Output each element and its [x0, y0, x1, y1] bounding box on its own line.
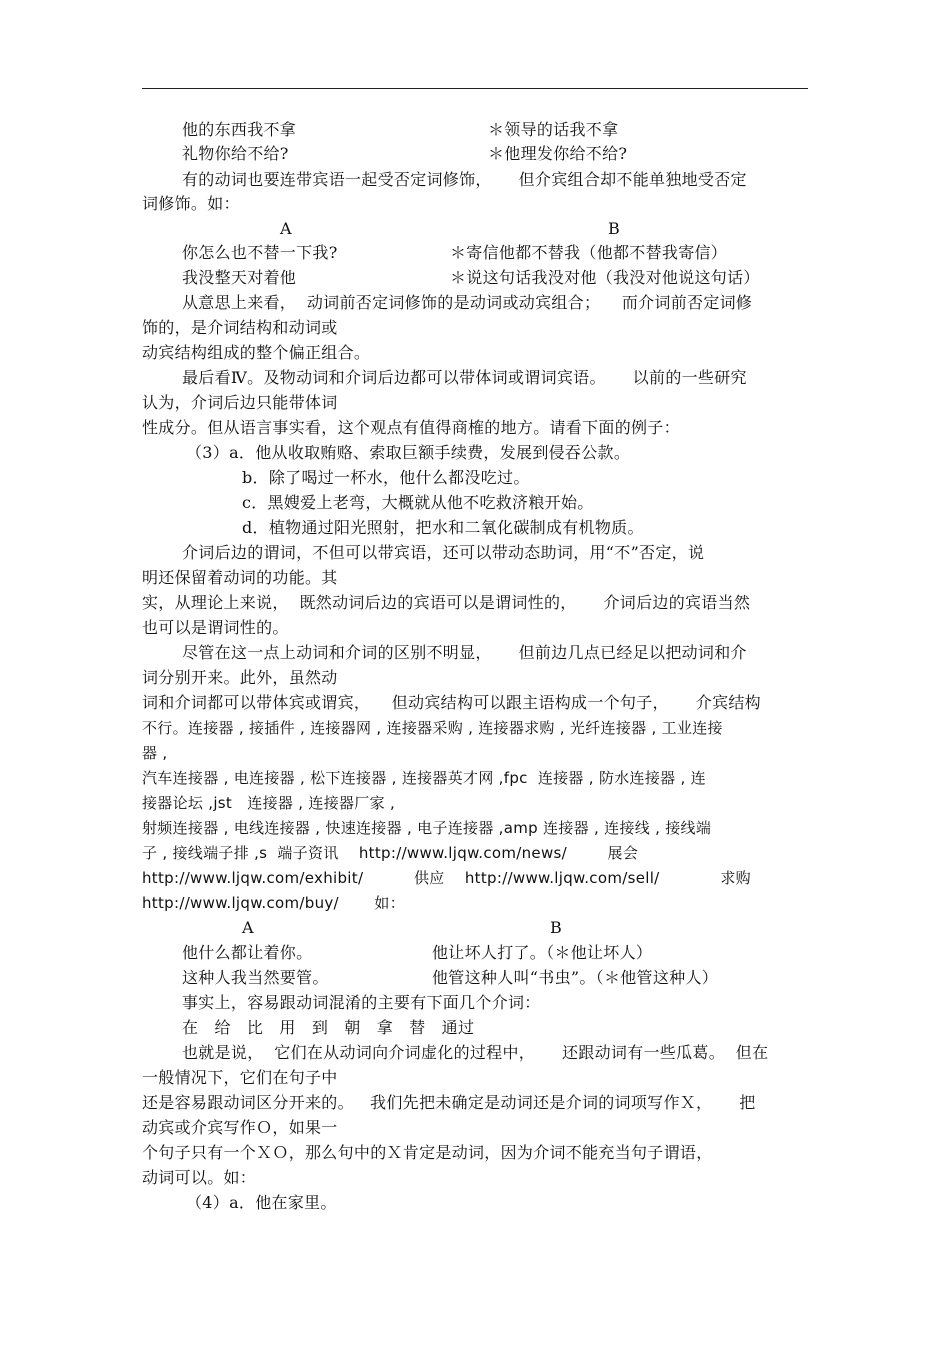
example-item: （3）a．他从收取贿赂、索取巨额手续费，发展到侵吞公款。 — [186, 443, 631, 462]
column-header-a: A — [242, 918, 254, 937]
paragraph-line: 尽管在这一点上动词和介词的区别不明显， 但前边几点已经足以把动词和介 — [182, 643, 747, 662]
paragraph-line: 一般情况下，它们在句子中 — [142, 1068, 338, 1087]
keyword-line: 接器论坛 ,jst 连接器 , 连接器厂家 , — [142, 794, 396, 812]
example-a1: 你怎么也不替一下我? — [182, 243, 338, 262]
example-a1: 他的东西我不拿 — [182, 120, 297, 139]
example-b2: ＊他理发你给不给? — [488, 144, 628, 163]
example-a2: 这种人我当然要管。 — [182, 968, 329, 987]
paragraph-line: 词分别开来。此外，虽然动 — [142, 668, 338, 687]
paragraph-line: 动词可以。如： — [142, 1168, 257, 1187]
link-line[interactable]: http://www.ljqw.com/exhibit/ 供应 http://www.ljqw.com/sell/ 求购 — [142, 869, 751, 887]
paragraph-line: 最后看Ⅳ。及物动词和介词后边都可以带体词或谓词宾语。 以前的一些研究 — [182, 368, 747, 387]
example-item: b．除了喝过一杯水，他什么都没吃过。 — [242, 468, 530, 487]
example-b2: 他管这种人叫“书虫”。（＊他管这种人） — [432, 968, 719, 987]
example-b2: ＊说这句话我没对他（我没对他说这句话） — [450, 268, 760, 287]
paragraph-line: 还是容易跟动词区分开来的。 我们先把未确定是动词还是介词的词项写作Ｘ， 把 — [142, 1093, 756, 1112]
keyword-line: 射频连接器 , 电线连接器 , 快速连接器 , 电子连接器 ,amp 连接器 , 连接线 , 接线端 — [142, 819, 712, 837]
paragraph-line: 事实上，容易跟动词混淆的主要有下面几个介词： — [182, 993, 541, 1012]
example-a2: 我没整天对着他 — [182, 268, 297, 287]
paragraph-line: 性成分。但从语言事实看，这个观点有值得商榷的地方。请看下面的例子： — [142, 418, 680, 437]
keyword-line: 器 , — [142, 744, 168, 762]
keyword-line: 不行。连接器 , 接插件 , 连接器网 , 连接器采购 , 连接器求购 , 光纤连接器 , 工业连接 — [142, 719, 723, 737]
paragraph-line: 实，从理论上来说， 既然动词后边的宾语可以是谓词性的， 介词后边的宾语当然 — [142, 593, 751, 612]
example-b1: ＊寄信他都不替我（他都不替我寄信） — [450, 243, 728, 262]
paragraph-line: 动宾结构组成的整个偏正组合。 — [142, 343, 371, 362]
example-b1: 他让坏人打了。（＊他让坏人） — [432, 943, 653, 962]
example-b1: ＊领导的话我不拿 — [488, 120, 619, 139]
paragraph-line: 有的动词也要连带宾语一起受否定词修饰， 但介宾组合却不能单独地受否定 — [182, 170, 747, 189]
keyword-line: 汽车连接器 , 电连接器 , 松下连接器 , 连接器英才网 ,fpc 连接器 , 防水连接器 , 连 — [142, 769, 706, 787]
paragraph-line: 词和介词都可以带体宾或谓宾， 但动宾结构可以跟主语构成一个句子， 介宾结构 — [142, 693, 761, 712]
paragraph-line: 饰的，是介词结构和动词或 — [142, 318, 338, 337]
example-a1: 他什么都让着你。 — [182, 943, 313, 962]
preposition-list: 在 给 比 用 到 朝 拿 替 通过 — [182, 1018, 475, 1037]
paragraph-line: 动宾或介宾写作Ｏ，如果一 — [142, 1118, 338, 1137]
example-item: c．黑嫂爱上老弯，大概就从他不吃救济粮开始。 — [242, 493, 594, 512]
paragraph-line: 词修饰。如： — [142, 194, 240, 213]
paragraph-line: 从意思上来看， 动词前否定词修饰的是动词或动宾组合； 而介词前否定词修 — [182, 293, 753, 312]
example-item: （4）a．他在家里。 — [186, 1193, 337, 1212]
column-header-a: A — [280, 219, 292, 238]
link-line[interactable]: http://www.ljqw.com/buy/ 如： — [142, 894, 405, 912]
paragraph-line: 也就是说， 它们在从动词向介词虚化的过程中， 还跟动词有一些瓜葛。 但在 — [182, 1043, 769, 1062]
header-rule — [142, 88, 808, 89]
paragraph-line: 明还保留着动词的功能。其 — [142, 568, 338, 587]
link-line[interactable]: 子 , 接线端子排 ,s 端子资讯 http://www.ljqw.com/news/ 展会 — [142, 844, 639, 862]
paragraph-line: 介词后边的谓词，不但可以带宾语，还可以带动态助词，用“不”否定，说 — [182, 543, 705, 562]
example-a2: 礼物你给不给? — [182, 144, 289, 163]
example-item: d．植物通过阳光照射，把水和二氧化碳制成有机物质。 — [242, 518, 644, 537]
column-header-b: B — [550, 918, 563, 937]
paragraph-line: 个句子只有一个ＸＯ，那么句中的Ｘ肯定是动词，因为介词不能充当句子谓语， — [142, 1143, 713, 1162]
paragraph-line: 也可以是谓词性的。 — [142, 618, 289, 637]
column-header-b: B — [608, 219, 621, 238]
paragraph-line: 认为，介词后边只能带体词 — [142, 393, 338, 412]
